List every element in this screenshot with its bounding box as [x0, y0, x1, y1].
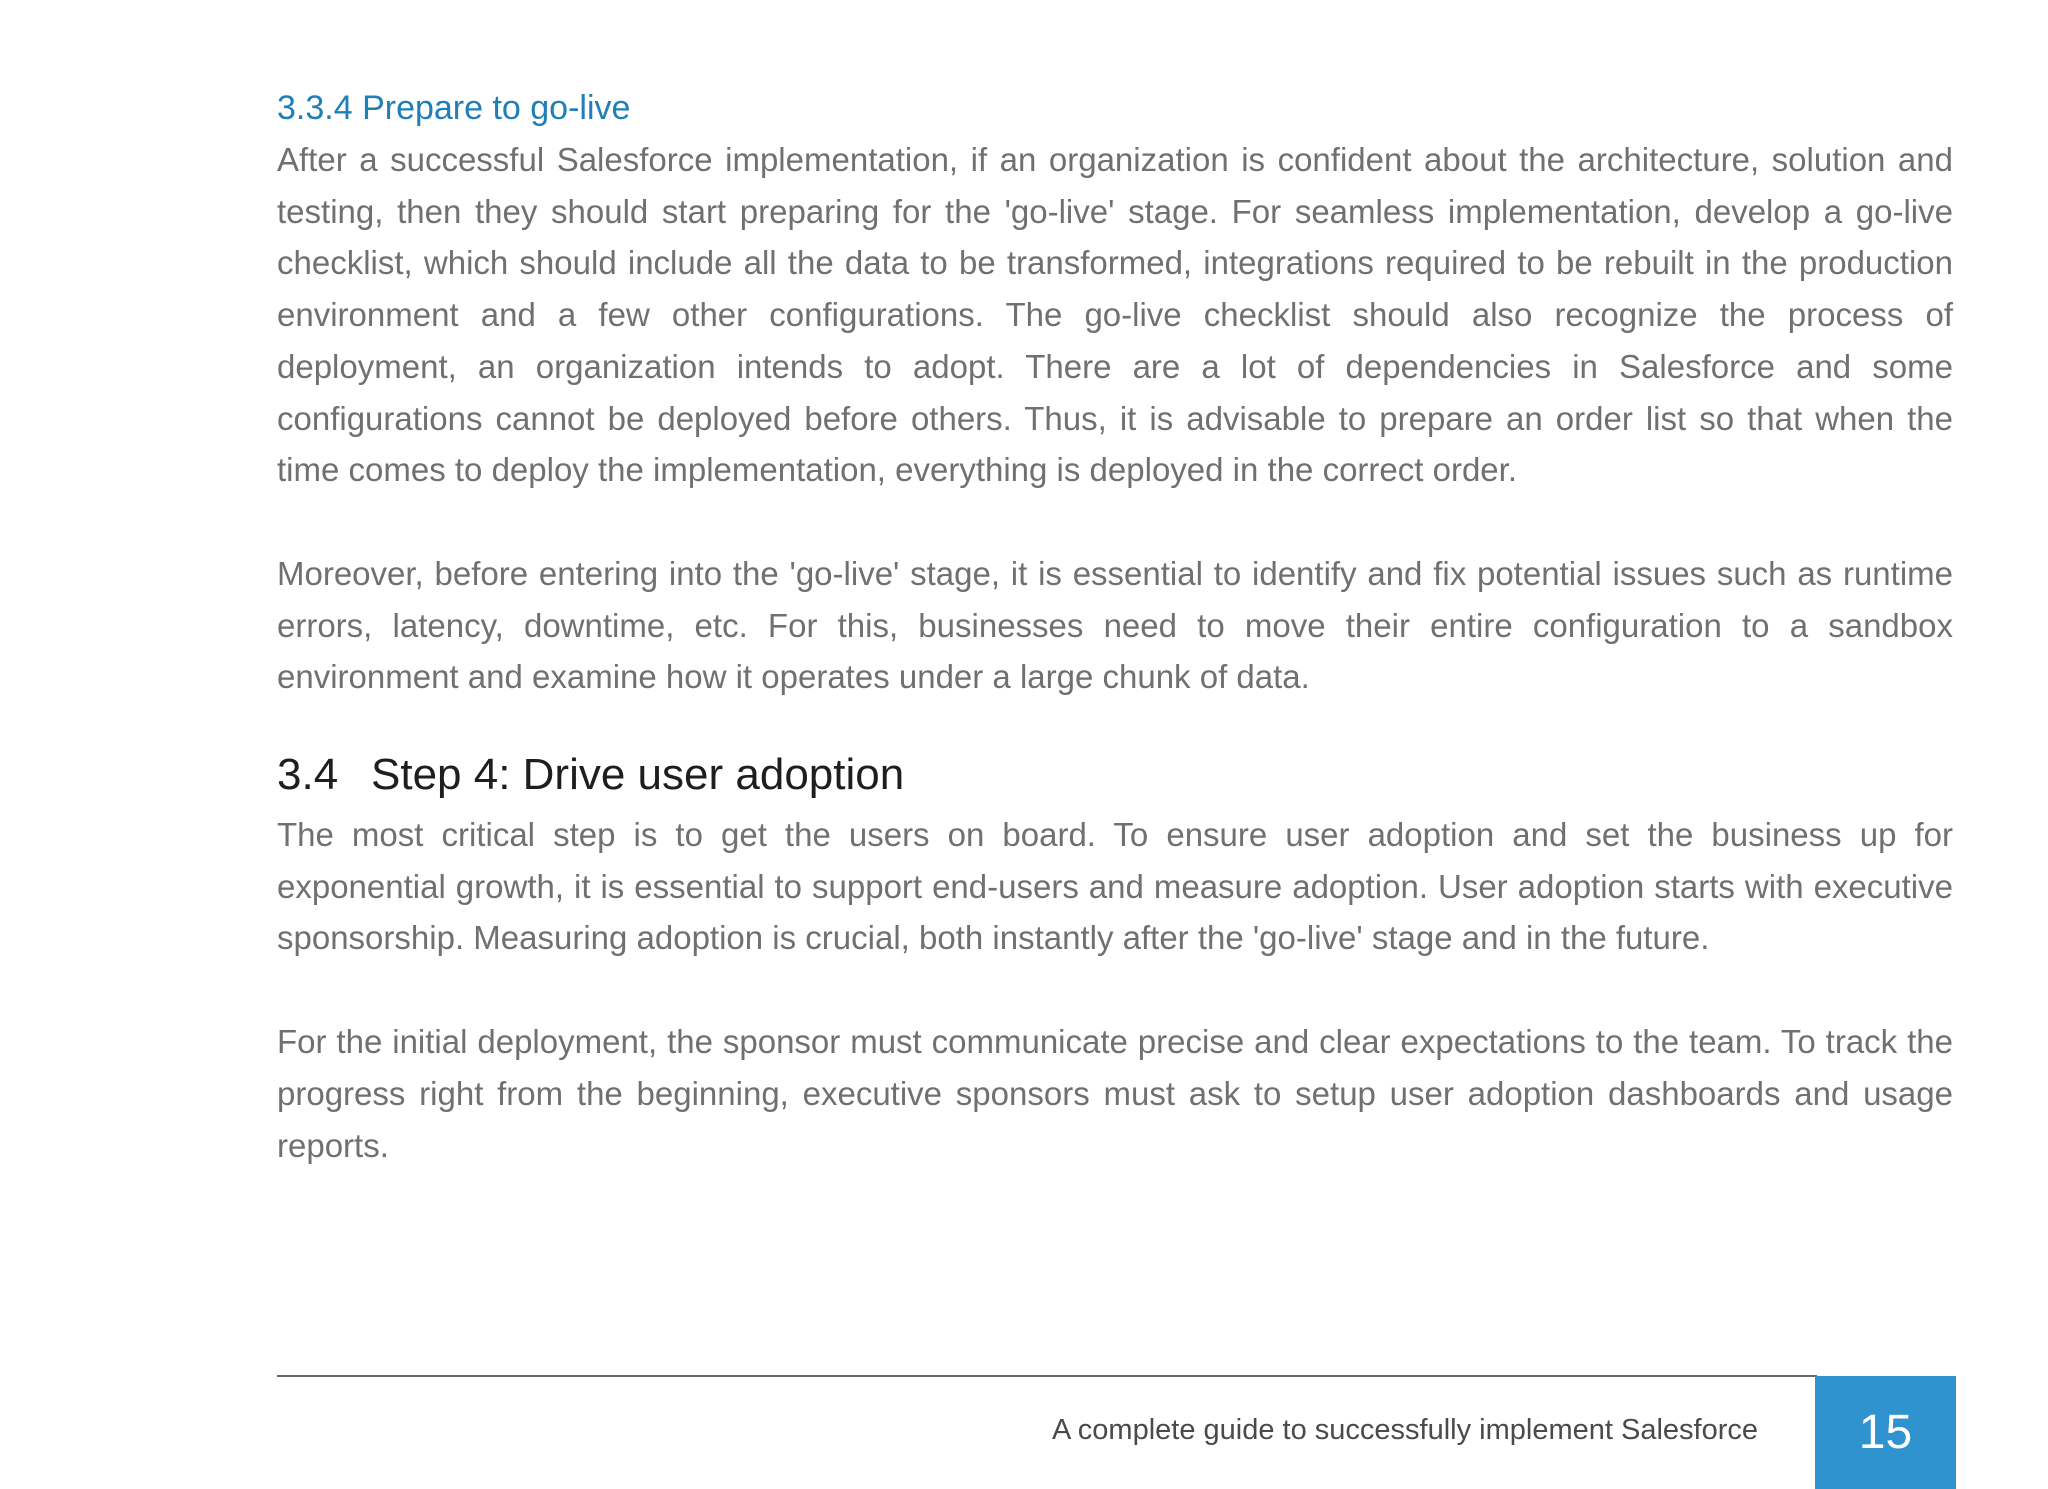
- subsection-heading: 3.3.4 Prepare to go-live: [277, 89, 631, 127]
- section-title: Step 4: Drive user adoption: [371, 750, 905, 800]
- section-heading: [277, 747, 1953, 803]
- section-number: 3.4: [277, 750, 339, 800]
- footer-divider: [277, 1375, 1817, 1377]
- paragraph-go-live-checklist: After a successful Salesforce implementation, if an organization is confident about the architecture, solution and testing, then they should start preparing for the 'go-live' stage. For seamless implementation, develop a go-live checklist, which should include all the data to be transformed, integrations required to be rebuilt in the production environment and a few other configurations. The go-live checklist should also recognize the process of deployment, an organization intends to adopt. There are a lot of dependencies in Salesforce and some configurations cannot be deployed before others. Thus, it is advisable to prepare an order list so that when the time comes to deploy the implementation, everything is deployed in the correct order.: [277, 141, 1953, 489]
- page-number: 15: [1858, 1406, 1913, 1459]
- footer-title: A complete guide to successfully implement Salesforce: [1051, 1414, 1758, 1446]
- page-content: [277, 82, 1953, 1171]
- paragraph-go-live-sandbox: Moreover, before entering into the 'go-live' stage, it is essential to identify and fix potential issues such as runtime errors, latency, downtime, etc. For this, businesses need to move their entire configuration to a sandbox environment and examine how it operates under a large chunk of data.: [277, 554, 1953, 696]
- page-number-badge: [1815, 1376, 1956, 1489]
- paragraph-user-adoption: The most critical step is to get the users on board. To ensure user adoption and set the business up for exponential growth, it is essential to support end-users and measure adoption. User adoption starts with executive sponsorship. Measuring adoption is crucial, both instantly after the 'go-live' stage and in the future.: [277, 816, 1953, 957]
- paragraph-initial-deployment: For the initial deployment, the sponsor must communicate precise and clear expectations to the team. To track the progress right from the beginning, executive sponsors must ask to setup user adoption dashboards and usage reports.: [277, 1023, 1953, 1164]
